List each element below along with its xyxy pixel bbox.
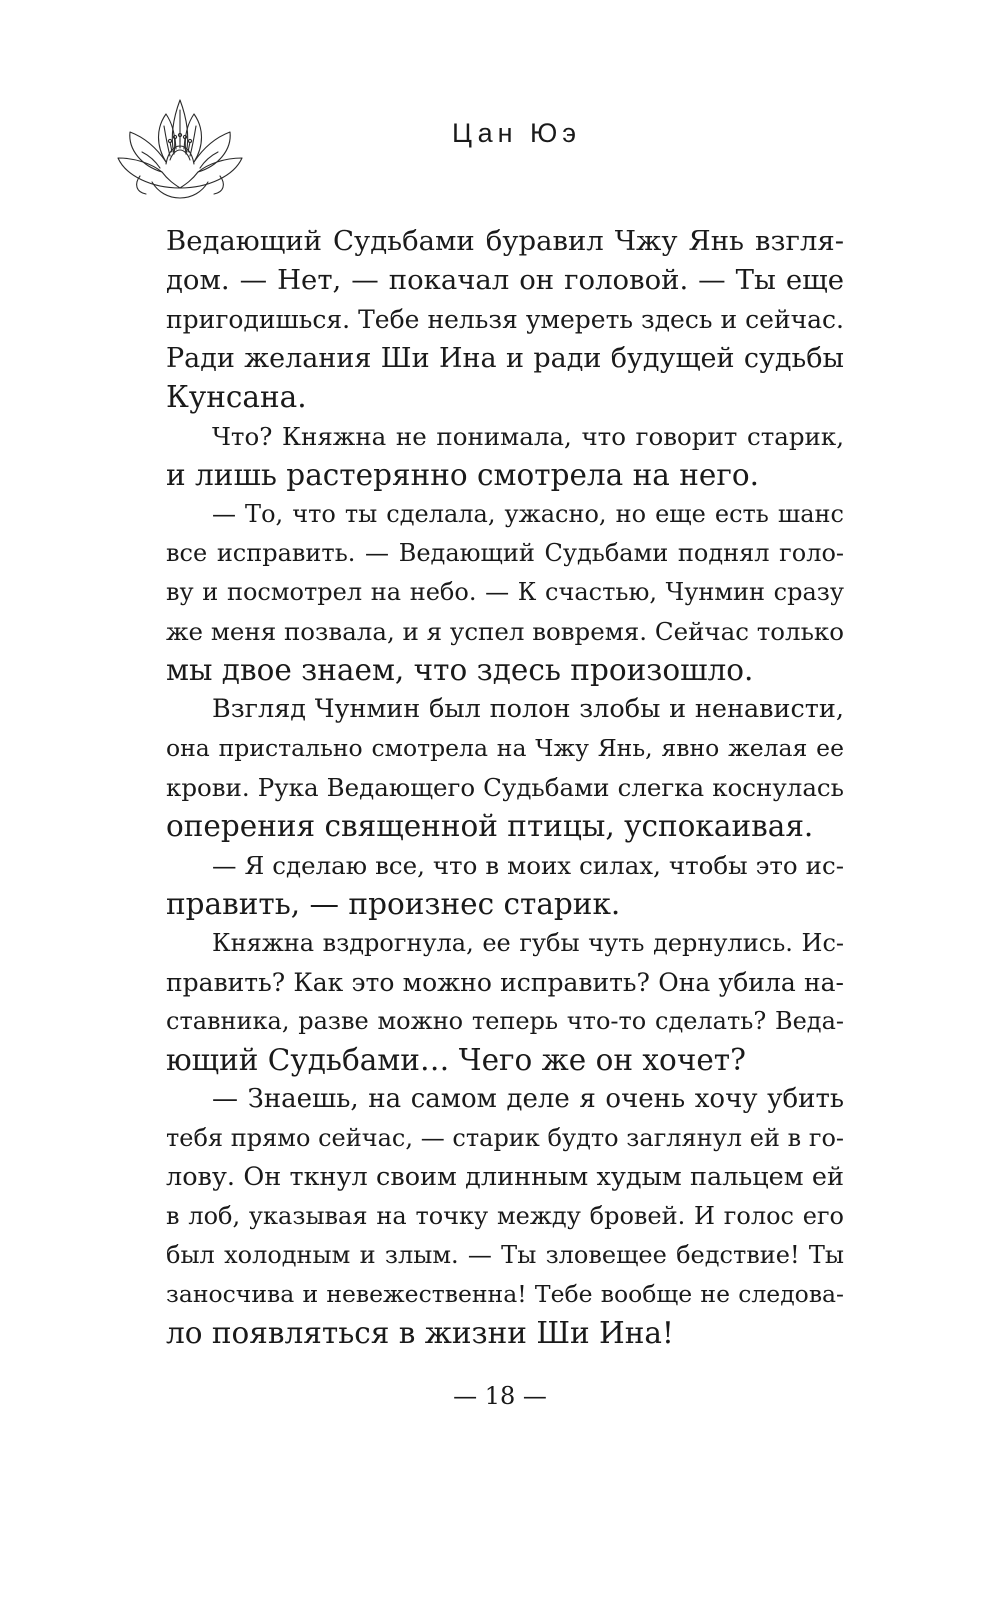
lotus-flower-icon: [112, 92, 248, 202]
text-line: ставника, разве можно теперь что-то сделать? Веда-: [166, 1007, 844, 1035]
text-line: — То, что ты сделала, ужасно, но еще есть шанс: [212, 500, 844, 528]
text-line: Княжна вздрогнула, ее губы чуть дернулись. Ис-: [212, 929, 844, 957]
page-number: — 18 —: [453, 1382, 547, 1410]
text-line: — Знаешь, на самом деле я очень хочу убить: [212, 1084, 844, 1114]
text-line: — Я сделаю все, что в моих силах, чтобы это ис-: [212, 851, 844, 880]
text-line: дом. — Нет, — покачал он головой. — Ты еще: [166, 264, 844, 296]
text-line: же меня позвала, и я успел вовремя. Сейчас только: [166, 617, 844, 646]
text-line: тебя прямо сейчас, — старик будто заглянул ей в го-: [166, 1124, 844, 1152]
text-line: Что? Княжна не понимала, что говорит старик,: [212, 422, 844, 451]
text-line: пригодишься. Тебе нельзя умереть здесь и сейчас.: [166, 305, 844, 334]
text-line: Ради желания Ши Ина и ради будущей судьбы: [166, 343, 844, 374]
text-line: мы двое знаем, что здесь произошло.: [166, 653, 754, 687]
text-line: крови. Рука Ведающего Судьбами слегка коснулась: [166, 773, 844, 802]
running-head-author: Цан Юэ: [452, 118, 582, 148]
text-line: она пристально смотрела на Чжу Янь, явно желая ее: [166, 734, 844, 762]
text-line: Ведающий Судьбами буравил Чжу Янь взгля-: [166, 225, 844, 257]
text-line: в лоб, указывая на точку между бровей. И голос его: [166, 1202, 844, 1230]
text-line: оперения священной птицы, успокаивая.: [166, 809, 814, 843]
text-line: править, — произнес старик.: [166, 887, 621, 921]
text-line: все исправить. — Ведающий Судьбами поднял голо-: [166, 539, 844, 567]
text-line: был холодным и злым. — Ты зловещее бедствие! Ты: [166, 1241, 844, 1269]
text-line: Взгляд Чунмин был полон злобы и ненависти,: [212, 694, 844, 724]
text-line: править? Как это можно исправить? Она убила на-: [166, 968, 844, 997]
text-line: лову. Он ткнул своим длинным худым пальцем ей: [166, 1162, 844, 1192]
text-line: ву и посмотрел на небо. — К счастью, Чунмин сразу: [166, 578, 844, 606]
text-line: и лишь растерянно смотрела на него.: [166, 458, 759, 492]
text-line: ло появляться в жизни Ши Ина!: [166, 1316, 674, 1350]
body-text: [166, 222, 844, 1353]
text-line: заносчива и невежественна! Тебе вообще не следова-: [166, 1280, 844, 1308]
text-line: Кунсана.: [166, 380, 307, 414]
text-line: ющий Судьбами… Чего же он хочет?: [166, 1043, 746, 1077]
